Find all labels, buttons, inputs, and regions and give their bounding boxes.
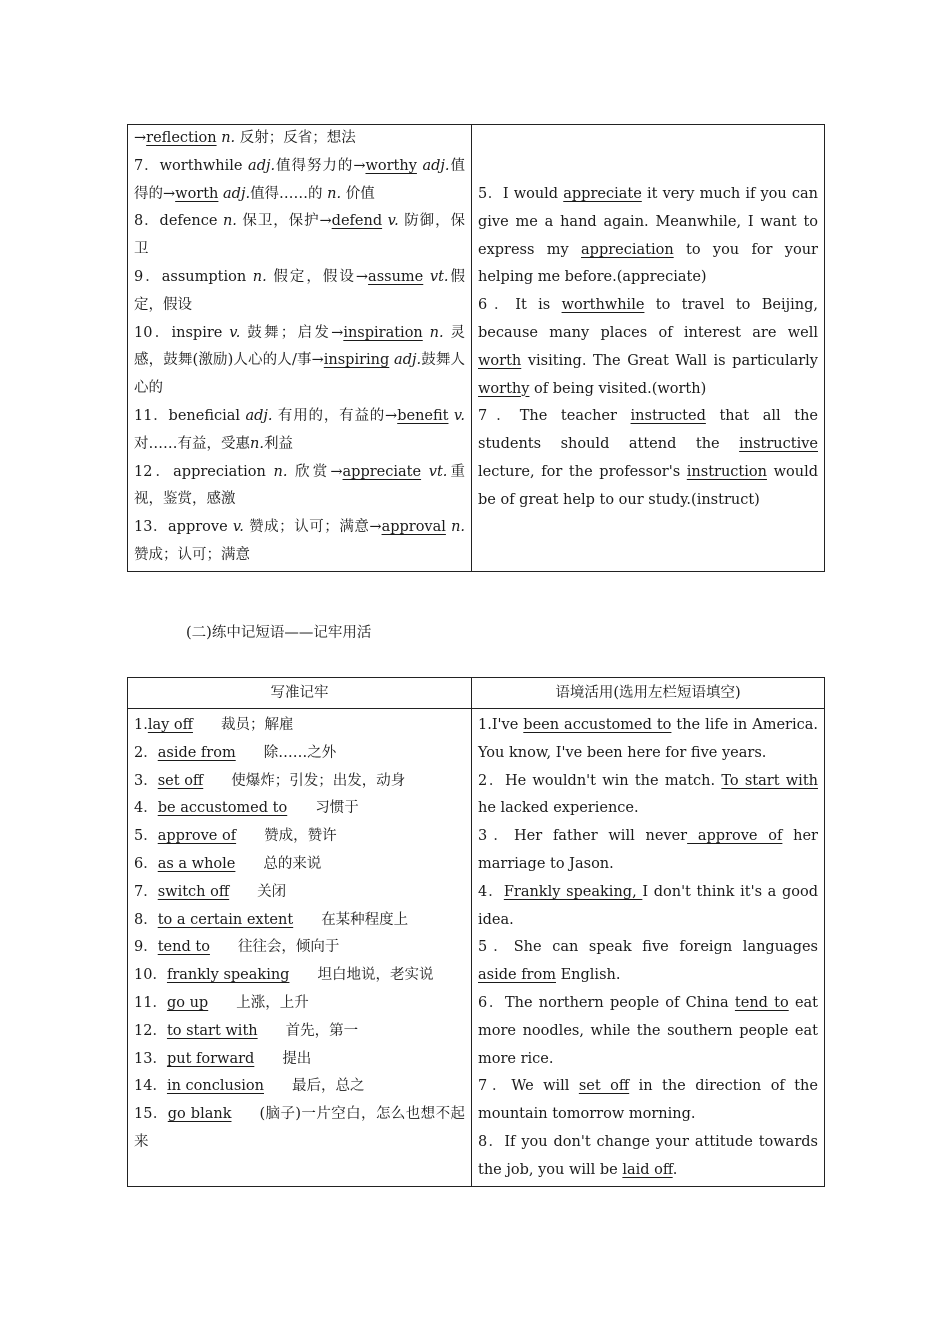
phrase-number: 12． [134,1022,167,1039]
part-of-speech: adj. [422,157,450,174]
phrase-entry [134,823,465,851]
phrase-text: frankly speaking [166,967,290,984]
column-header-right: 语境活用(选用左栏短语填空) [472,678,825,709]
answer-blank: Frankly speaking, [503,883,643,900]
word-usage-entry: 7．The teacher instructed that all the students should attend the instructive lecture, for the professor's instruction would be of great help to our study.(instruct) [478,408,818,508]
phrase-entry [134,740,465,768]
phrase-meaning: 关闭 [257,883,287,900]
phrase-text: to start with [166,1022,258,1039]
part-of-speech: n. [451,519,466,536]
phrase-meaning: 赞成，赞许 [264,828,337,845]
phrase-meaning: 上涨，上升 [236,994,309,1011]
answer-blank: defend [331,213,383,230]
answer-blank: been accustomed to [523,717,672,733]
part-of-speech: n. [327,185,342,202]
answer-blank: worthy [365,157,417,174]
part-of-speech: v. [453,407,465,424]
phrase-number: 3． [134,772,158,789]
vocab-table [127,124,825,572]
phrase-entry [134,934,465,962]
phrase-meaning: 首先，第一 [285,1022,359,1039]
phrase-number: 11． [134,994,167,1011]
phrase-text: put forward [166,1050,255,1067]
phrase-meaning: 总的来说 [263,855,322,872]
answer-blank: instructed [630,408,706,425]
phrase-text: lay off [147,717,193,733]
word-family-entry: 8．defence n. 保卫，保护→defend v. 防御，保卫 [134,213,466,258]
phrase-text: be accustomed to [157,800,288,817]
word-family-list [134,125,465,570]
word-family-entry: 13．approve v. 赞成；认可；满意→approval n. 赞成；认可；满意 [134,519,466,563]
phrase-entry [134,712,465,740]
phrase-entry [134,907,465,935]
phrase-list [134,712,465,1157]
phrase-text: go blank [167,1106,232,1123]
context-sentence: 5．She can speak five foreign languages aside from English. [478,939,818,984]
phrase-meaning: 往往会，倾向于 [237,939,340,956]
phrase-table-header-row [128,678,825,709]
phrase-meaning: 除……之外 [263,744,337,761]
phrase-text: in conclusion [166,1078,264,1095]
answer-blank: To start with [721,772,818,789]
part-of-speech: vt. [428,463,448,480]
word-family-entry: →reflection n. 反射；反省；想法 [134,130,356,146]
word-usage-list [478,181,818,515]
phrase-entry [134,1101,465,1157]
phrase-meaning: 提出 [282,1050,312,1067]
phrase-entry [134,851,465,879]
phrase-number: 13． [134,1050,167,1067]
phrase-number: 2． [134,744,158,761]
phrase-text: to a certain extent [157,911,294,928]
answer-blank: instruction [686,464,767,481]
part-of-speech: v. [229,324,241,341]
part-of-speech: n. [273,463,288,480]
answer-blank: worthy [478,380,530,397]
part-of-speech: adj. [394,352,422,369]
phrase-text: switch off [157,883,230,900]
context-sentence: 4．Frankly speaking, I don't think it's a good idea. [478,883,818,928]
context-sentence: 8．If you don't change your attitude towards the job, you will be laid off. [478,1133,818,1178]
context-sentence: 6．The northern people of China tend to eat more noodles, while the southern people eat more rice. [478,994,818,1067]
answer-blank: appreciate [563,186,642,203]
word-family-entry: 10．inspire v. 鼓舞；启发→inspiration n. 灵感，鼓舞(激励)人心的人/事→inspiring adj.鼓舞人心的 [134,324,466,397]
word-family-column [128,125,472,572]
phrase-text: aside from [157,744,236,761]
part-of-speech: v. [232,519,244,536]
phrase-table-body-row [128,709,825,1187]
phrase-number: 14． [134,1078,167,1095]
vocab-table-row [128,125,825,572]
phrase-number: 15． [134,1106,168,1123]
answer-blank: worth [175,185,219,202]
word-family-entry: 9．assumption n. 假定，假设→assume vt.假定，假设 [134,268,466,313]
phrase-entry [134,962,465,990]
phrase-number: 5． [134,828,158,845]
context-sentence: 7．We will set off in the direction of the mountain tomorrow morning. [478,1078,818,1123]
answer-blank: worth [478,352,522,369]
part-of-speech: n. [250,435,264,452]
phrase-entry [134,795,465,823]
context-sentence: 1.I've been accustomed to the life in America. You know, I've been here for five years. [478,717,818,761]
phrase-meaning: 使爆炸；引发；出发，动身 [231,772,406,789]
phrase-entry [134,879,465,907]
sentence-list-column [472,709,825,1187]
word-family-entry: 7．worthwhile adj.值得努力的→worthy adj.值得的→worth adj.值得……的 n. 价值 [134,157,466,202]
phrase-meaning: 最后，总之 [291,1078,365,1095]
phrase-meaning: 习惯于 [315,800,359,817]
answer-blank: aside from [478,967,556,984]
answer-blank: set off [578,1078,630,1095]
phrase-number: 4． [134,800,158,817]
phrase-meaning: 裁员；解雇 [220,717,294,733]
word-family-entry: 11．beneficial adj. 有用的，有益的→benefit v. 对……有益，受惠n.利益 [134,407,465,452]
answer-blank: worthwhile [561,297,645,314]
phrase-number: 10． [134,967,167,984]
phrase-text: tend to [157,939,210,956]
part-of-speech: n. [429,324,444,341]
part-of-speech: v. [387,213,399,230]
part-of-speech: n. [221,130,236,146]
phrase-entry [134,768,465,796]
phrase-entry [134,990,465,1018]
answer-blank: inspiration [343,324,423,341]
part-of-speech: vt. [429,268,449,285]
phrase-number: 9． [134,939,158,956]
part-of-speech: n. [252,268,267,285]
answer-blank: tend to [734,994,789,1011]
phrase-meaning: (脑子)一片空白，怎么也想不起来 [134,1106,465,1150]
word-family-entry: 12．appreciation n. 欣赏→appreciate vt.重视，鉴赏，感激 [134,463,466,508]
part-of-speech: adj. [248,157,276,174]
answer-blank: appreciate [342,463,422,480]
phrase-entry [134,1018,465,1046]
answer-blank: approval [381,519,446,536]
answer-blank: laid off [622,1161,673,1178]
context-sentence: 2．He wouldn't win the match. To start with he lacked experience. [478,772,818,817]
phrase-text: as a whole [157,855,236,872]
column-header-left: 写准记牢 [128,678,472,709]
phrase-number: 8． [134,911,158,928]
answer-blank: assume [368,268,424,285]
word-usage-column [472,125,825,572]
word-usage-entry: 5．I would appreciate it very much if you can give me a hand again. Meanwhile, I want to express my appreciation to you for your helping me before.(appreciate) [478,186,818,286]
part-of-speech: adj. [223,185,251,202]
phrase-number: 1. [134,717,148,733]
answer-blank: inspiring [323,352,390,369]
answer-blank: approve of [687,828,783,845]
sentence-list [478,712,818,1185]
section-heading: (二)练中记短语——记牢用活 [186,625,372,641]
phrase-meaning: 坦白地说，老实说 [317,967,434,984]
part-of-speech: n. [222,213,237,230]
phrase-text: go up [166,994,209,1011]
phrase-entry [134,1046,465,1074]
context-sentence: 3．Her father will never approve of her marriage to Jason. [478,828,818,872]
phrase-number: 7． [134,883,158,900]
phrase-number: 6． [134,855,158,872]
phrase-text: approve of [157,828,237,845]
phrase-text: set off [157,772,204,789]
word-usage-entry: 6．It is worthwhile to travel to Beijing, because many places of interest are well worth visiting. The Great Wall is particularly worthy of being visited.(worth) [478,297,818,397]
phrase-table [127,677,825,1187]
part-of-speech: adj. [245,407,273,424]
phrase-list-column [128,709,472,1187]
phrase-meaning: 在某种程度上 [321,911,409,928]
phrase-entry [134,1073,465,1101]
answer-blank: benefit [397,407,449,424]
answer-blank: appreciation [581,241,674,258]
answer-blank: reflection [146,130,217,146]
answer-blank: instructive [739,436,818,453]
